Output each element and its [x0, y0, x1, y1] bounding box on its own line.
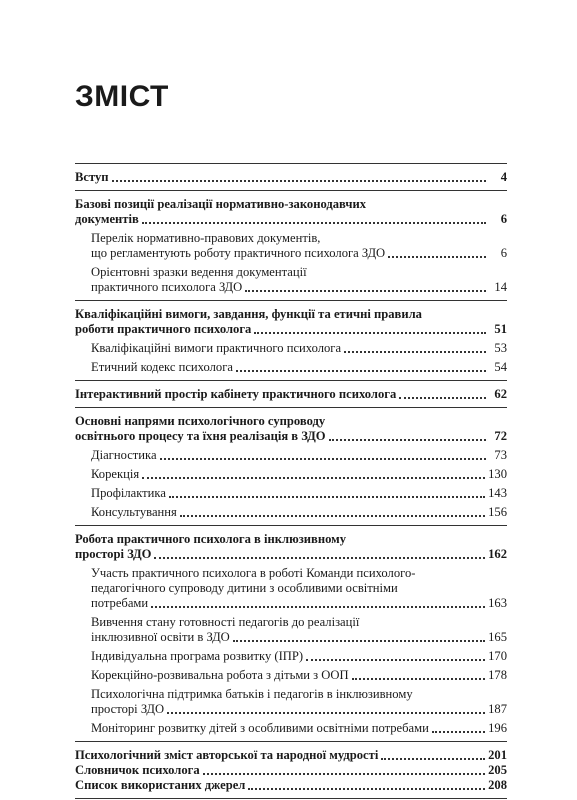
toc-subsection-entry[interactable]	[75, 615, 507, 645]
page-number: 130	[488, 467, 507, 481]
toc-chapter-entry[interactable]	[75, 170, 507, 185]
toc-chapter-entry[interactable]	[75, 763, 507, 778]
page-number: 205	[488, 763, 507, 777]
entry-title-line: Орієнтовні зразки ведення документації	[91, 265, 307, 279]
page-number: 156	[488, 505, 507, 519]
entry-title-line: що регламентують роботу практичного психолога ЗДО	[91, 246, 386, 260]
page-number: 14	[494, 280, 507, 294]
entry-title-line: роботи практичного психолога	[75, 322, 252, 336]
page-number: 178	[488, 668, 507, 682]
entry-title-line: Участь практичного психолога в роботі Команди психолого-	[91, 566, 416, 580]
page-number: 165	[488, 630, 507, 644]
entry-title-line: Корекційно-розвивальна робота з дітьми з ООП	[91, 668, 349, 682]
toc-subsection-entry[interactable]	[75, 341, 507, 356]
entry-title-line: педагогічного супроводу дитини з особливими освітніми	[91, 581, 398, 595]
toc-subsection-entry[interactable]	[75, 687, 507, 717]
entry-title-line: практичного психолога ЗДО	[91, 280, 243, 294]
page-number: 62	[494, 387, 507, 401]
dot-leader	[160, 458, 486, 460]
dot-leader	[245, 290, 486, 292]
entry-title-line: Етичний кодекс психолога	[91, 360, 233, 374]
toc-chapter-entry[interactable]	[75, 387, 507, 402]
entry-title-line: Профілактика	[91, 486, 166, 500]
dot-leader	[112, 180, 486, 182]
toc-subsection-entry[interactable]	[75, 505, 507, 520]
entry-title-line: просторі ЗДО	[91, 702, 165, 716]
page-title: ЗМІСТ	[75, 80, 169, 113]
toc-chapter-entry[interactable]	[75, 748, 507, 763]
entry-title-line: документів	[75, 212, 139, 226]
toc-section	[75, 526, 507, 742]
page-number: 143	[488, 486, 507, 500]
toc-subsection-entry[interactable]	[75, 668, 507, 683]
dot-leader	[203, 773, 485, 775]
dot-leader	[248, 788, 485, 790]
dot-leader	[399, 397, 486, 399]
toc-subsection-entry[interactable]	[75, 265, 507, 295]
entry-title-line: інклюзивної освіти в ЗДО	[91, 630, 230, 644]
toc-chapter-entry[interactable]	[75, 532, 507, 562]
page-number: 73	[494, 448, 507, 462]
entry-title-line: Вивчення стану готовності педагогів до реалізації	[91, 615, 360, 629]
dot-leader	[167, 712, 485, 714]
table-of-contents	[75, 163, 507, 799]
entry-title-line: Діагностика	[91, 448, 157, 462]
toc-subsection-entry[interactable]	[75, 467, 507, 482]
entry-title-line: Словничок психолога	[75, 763, 200, 777]
entry-title-line: просторі ЗДО	[75, 547, 152, 561]
entry-title-line: Основні напрями психологічного супроводу	[75, 414, 326, 428]
dot-leader	[233, 640, 485, 642]
page-number: 170	[488, 649, 507, 663]
page-number: 6	[500, 212, 507, 226]
toc-section	[75, 301, 507, 381]
dot-leader	[329, 439, 486, 441]
dot-leader	[180, 515, 485, 517]
dot-leader	[381, 758, 485, 760]
page-number: 6	[500, 246, 507, 260]
dot-leader	[154, 557, 485, 559]
toc-chapter-entry[interactable]	[75, 778, 507, 793]
toc-chapter-entry[interactable]	[75, 307, 507, 337]
dot-leader	[344, 351, 486, 353]
toc-chapter-entry[interactable]	[75, 197, 507, 227]
toc-subsection-entry[interactable]	[75, 566, 507, 611]
toc-section	[75, 381, 507, 408]
toc-section	[75, 408, 507, 526]
entry-title-line: Кваліфікаційні вимоги практичного психолога	[91, 341, 342, 355]
dot-leader	[142, 477, 485, 479]
dot-leader	[388, 256, 486, 258]
toc-section	[75, 191, 507, 301]
toc-subsection-entry[interactable]	[75, 448, 507, 463]
page-number: 162	[488, 547, 507, 561]
entry-title-line: Психологічна підтримка батьків і педагогів в інклюзивному	[91, 687, 413, 701]
entry-title-line: Перелік нормативно-правових документів,	[91, 231, 321, 245]
page-number: 201	[488, 748, 507, 762]
entry-title-line: Вступ	[75, 170, 109, 184]
entry-title-line: Консультування	[91, 505, 177, 519]
entry-title-line: Кваліфікаційні вимоги, завдання, функції та етичні правила	[75, 307, 422, 321]
dot-leader	[306, 659, 485, 661]
dot-leader	[352, 678, 486, 680]
toc-subsection-entry[interactable]	[75, 486, 507, 501]
entry-title-line: Психологічний зміст авторської та народної мудрості	[75, 748, 379, 762]
dot-leader	[236, 370, 486, 372]
dot-leader	[432, 731, 485, 733]
page-number: 51	[494, 322, 507, 336]
entry-title-line: потребами	[91, 596, 149, 610]
toc-section	[75, 164, 507, 191]
toc-subsection-entry[interactable]	[75, 231, 507, 261]
page-number: 208	[488, 778, 507, 792]
toc-subsection-entry[interactable]	[75, 721, 507, 736]
dot-leader	[142, 222, 486, 224]
toc-subsection-entry[interactable]	[75, 649, 507, 664]
dot-leader	[169, 496, 485, 498]
entry-title-line: Інтерактивний простір кабінету практичного психолога	[75, 387, 397, 401]
entry-title-line: Список використаних джерел	[75, 778, 246, 792]
entry-title-line: Робота практичного психолога в інклюзивному	[75, 532, 347, 546]
toc-subsection-entry[interactable]	[75, 360, 507, 375]
page-number: 4	[500, 170, 507, 184]
toc-section	[75, 742, 507, 799]
page-number: 163	[488, 596, 507, 610]
toc-chapter-entry[interactable]	[75, 414, 507, 444]
entry-title-line: освітнього процесу та їхня реалізація в ЗДО	[75, 429, 326, 443]
page-number: 196	[488, 721, 507, 735]
page-number: 53	[494, 341, 507, 355]
entry-title-line: Індивідуальна програма розвитку (ІПР)	[91, 649, 304, 663]
entry-title-line: Базові позиції реалізації нормативно-законодавчих	[75, 197, 367, 211]
entry-title-line: Корекція	[91, 467, 140, 481]
dot-leader	[151, 606, 485, 608]
page-number: 187	[488, 702, 507, 716]
page-number: 72	[494, 429, 507, 443]
entry-title-line: Моніторинг розвитку дітей з особливими освітніми потребами	[91, 721, 429, 735]
dot-leader	[254, 332, 486, 334]
page-number: 54	[494, 360, 507, 374]
